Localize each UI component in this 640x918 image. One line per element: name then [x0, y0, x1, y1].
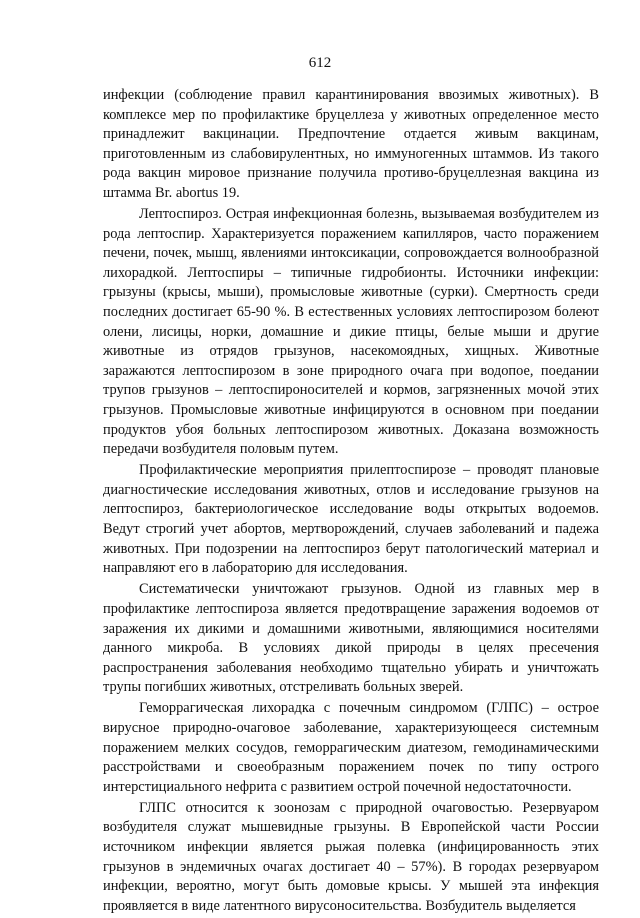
paragraph-leptospirosis: Лептоспироз. Острая инфекционная болезнь, вызываемая возбудителем из рода лептоспир. Характеризуется поражением капилляров, часто поражением печени, почек, мышц, явлениями интоксикации, сопровождается волнообразной лихорадкой. Лептоспиры – типичные гидробионты. Источники инфекции: грызуны (крысы, мыши), промысловые животные (сурки). Смертность среди последних достигает 65-90 %. В естественных условиях лептоспирозом болеют олени, лисицы, норки, домашние и дикие птицы, белые мыши и другие животные из отрядов грызунов, насекомоядных, хищных. Животные заражаются лептоспирозом в зоне природного очага при водопое, поедании трупов грызунов – лептоспироносителей и кормов, загрязненных мочой этих грызунов. Промысловые животные инфицируются в основном при поедании продуктов убоя больных лептоспирозом животных. Доказана возможность передачи возбудителя половым путем.: [103, 206, 599, 458]
paragraph-leptospirosis-prevention: Профилактические мероприятия прилептоспирозе – проводят плановые диагностические исследования животных, отлов и исследование грызунов на лептоспироз, бактериологическое исследование воды открытых водоемов. Ведут строгий учет абортов, мертворождений, случаев заболеваний и падежа животных. При подозрении на лептоспироз берут патологический материал и направляют его в лабораторию для исследования.: [103, 462, 599, 577]
paragraph-brucellosis-vaccination: инфекции (соблюдение правил карантинирования ввозимых животных). В комплексе мер по профилактике бруцеллеза у животных определенное место принадлежит вакцинации. Предпочтение отдается живым вакцинам, приготовленным из слабовирулентных, но иммуногенных штаммов. Из такого рода вакцин мировое признание получила противо-бруцеллезная вакцина из штамма Br. abortus 19.: [103, 87, 599, 201]
body-text: [103, 86, 599, 918]
paragraph-hfrs-definition: Геморрагическая лихорадка с почечным синдромом (ГЛПС) – острое вирусное природно-очаговое заболевание, характеризующееся системным поражением мелких сосудов, геморрагическим диатезом, гемодинамическими расстройствами и своеобразным поражением почек по типу острого интерстициального нефрита с развитием острой почечной недостаточности.: [103, 700, 599, 795]
paragraph-hfrs-zoonosis: ГЛПС относится к зоонозам с природной очаговостью. Резервуаром возбудителя служат мышевидные грызуны. В Европейской части России источником инфекции является рыжая полевка (инфицированность этих грызунов в эндемичных очагах достигает 40 – 57%). В городах резервуаром инфекции, вероятно, могут быть домовые крысы. У мышей эта инфекция проявляется в виде латентного вирусоносительства. Возбудитель выделяется: [103, 799, 599, 914]
page-number: 612: [308, 55, 332, 71]
paragraph-rodent-control: Систематически уничтожают грызунов. Одной из главных мер в профилактике лептоспироза является предотвращение заражения водоемов от заражения их дикими и домашними животными, являющимися носителями данного микроба. В условиях дикой природы в целях пресечения распространения заболевания необходимо тщательно убирать и уничтожать трупы погибших животных, отстреливать больных зверей.: [103, 581, 599, 696]
